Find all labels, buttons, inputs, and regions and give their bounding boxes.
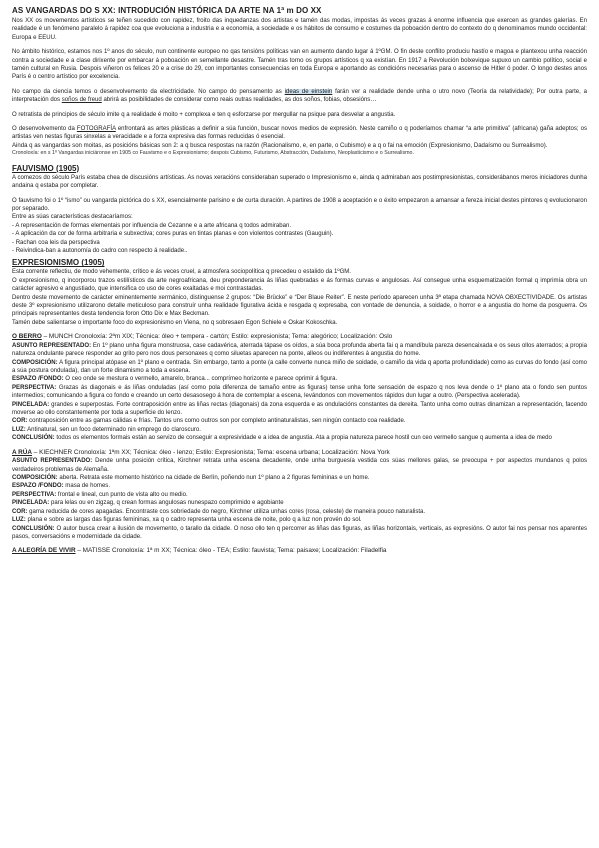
intro-paragraph-5 <box>12 125 587 142</box>
rua-metadata: – KIECHNER Cronoloxía: 1ªm XX; Técnica: óleo - lenzo; Estilo: Expresionista; Tema: escena urbana; Localización: Nova York <box>32 448 390 456</box>
intro-p5-text-b: enfrontará as artes plásticas a definir a súa función, buscar novos medios de expresión. Neste camiño o q poderíamos chamar “a arte primitiva” (africana) gaña adeptos; os artistas ven nestas figuras sinxelas a veracidade e a forza expresiva das formas reducidas ó esencial. <box>12 126 587 141</box>
freud-link[interactable]: soños de freud <box>61 97 102 104</box>
rua-row: COR: gama reducida de cores apagadas. Encontraste cos sobriedade do negro, Kirchner utiliza unhas cores (rosa, celeste) de maneira pouco naturalista. <box>12 508 426 515</box>
rua-analysis <box>12 457 587 541</box>
berro-row: PERSPECTIVA: Grazas ás diagonais e ás liñas onduladas (así como pola diferenza de tamaño entre as figuras) tense unha forte sensación de espazo q nos leva dende o 1º plano ata o fondo sen puntos intermedios; comunicando a figura co fondo e creando un certo desasosego á hora de contemplar a escena, levándonos con movementos rápidos dun lugar a outro. (Perspectiva acelerada). <box>12 384 587 400</box>
rua-artwork-header <box>12 449 587 458</box>
intro-p3-text-b: farán ver a realidade dende unha o utro novo (Teoría da relatividade); Por outra parte, a interpretación dos <box>12 88 588 104</box>
berro-row: COMPOSICIÓN: A figura principal atópase en 1º plano e centrada. Sin embargo, tanto a ponte (a calle converte nunca miño de soidade, o camiño da vida q aporta profundidade) como as curvas do fondo (así como a súa postura ondulada), dan un forte dinamismo a toda a escena. <box>12 359 587 374</box>
fauvismo-list-item: - Reivindica-ban a autonomía do cadro con respecto á realidade.. <box>12 247 188 254</box>
fauvismo-list-item: - A representación de formas elementais por influencia de Cezanne e a arte africana q todos admiraban. <box>12 222 291 229</box>
berro-title: O BERRO <box>12 333 42 341</box>
expresionismo-paragraph-2: O expresionismo, q incorporou trazos estilísticos da arte negroafricana, deu preponderancia ás liñas quebradas e ás formas curvas e angulosas. Así consegue unha esquematización formal q imprimía obra un carácter agresivo e angustiado, que intensifica co uso de cores exaltadas e moi contrastadas. <box>12 277 587 293</box>
fotografia-link[interactable]: FOTOGRAFÍA <box>76 126 116 133</box>
berro-row: ASUNTO REPRESENTADO: En 1º plano unha figura monstruosa, case cadavérica, aterrada tápase os oídos, a súa boca profunda aberta fai q a mandíbula pareza desencaixada e os seus ollos aterrados; a propia natureza ondulante parece responder ao grito pero nos dous personaxes q como siluetas aparecen na ponte, alleos ou indiferentes á angustia do home. <box>12 342 587 358</box>
intro-p3-text-c: abrirá as posibilidades de considerar como reais outras realidades, as dos soños, fobias, obsesións… <box>101 97 377 104</box>
rua-row: COMPOSICIÓN: aberta. Retrata este momento histórico na cidade de Berlín, poñendo nun 1º plano a 2 figuras femininas e un home. <box>12 475 370 482</box>
einstein-link[interactable]: ideas de einstein <box>284 88 333 95</box>
intro-paragraph-3 <box>12 88 587 105</box>
berro-artwork-header <box>12 333 587 342</box>
alegria-title: A ALEGRÍA DE VIVIR <box>12 547 76 555</box>
fauvismo-list-intro: Entre as súas características destacaríamos: <box>12 214 133 221</box>
intro-paragraph-4: O retratista de principios de século imite q a realidade é moito + complexa e ten q esforzarse por mergullar na psique para desvelar a angustia. <box>12 111 396 118</box>
fauvismo-heading: FAUVISMO (1905) <box>12 163 80 173</box>
rua-title: A RÚA <box>12 448 32 456</box>
expresionismo-paragraph-3: Dentro deste movemento de carácter eminentemente xermánico, distinguense 2 grupos: “Die Brücke” e “Der Blaue Reiter”. E neste período aparecen unha 3ª etapa chamada NOVA OBXECTIVIDADE. Os artistas deste 3º expresionismo utilizarono detalle meticuloso para construír unha realidade figurativa ácida e resgada q expresaba, con vontade de denuncia, a soidade, o horror e a angustia do home da posguerra. Os principais representantes desta tendencia foron Otto Dix e Max Beckman. <box>12 294 587 318</box>
intro-p5-text-a: O desenvolvemento da <box>12 126 77 133</box>
berro-row: ESPAZO /FONDO: O ceo onde se mestura o vermello, amarelo, branca... comprímeo horizonte e parece oprimir á figura. <box>12 376 338 383</box>
intro-p3-text-a: No campo da ciencia temos o desenvolvemento da electricidade. No campo do pensamento as <box>12 88 285 95</box>
document-title: AS VANGARDAS DO S XX: INTRODUCIÓN HISTÓRICA DA ARTE NA 1ª m DO XX <box>12 6 322 15</box>
alegria-metadata: – MATISSE Cronoloxía: 1ª m XX; Técnica: óleo - TEA; Estilo: fauvista; Tema: paisaxe; Localización: Filadelfia <box>75 547 387 555</box>
intro-paragraph-6: Ainda q as vangardas son moitas, as posicións básicas son 2: a q busca respostas na razón (Racionalismo, e, en parte, o Cubismo) e a q o fai na emoción (Expresionismo, Dadaísmo ou Surrealismo). <box>12 142 548 149</box>
rua-row: ESPAZO /FONDO: masa de homes. <box>12 483 111 490</box>
rua-row: PERSPECTIVA: frontal e lineal, cun punto de vista alto ou medio. <box>12 491 188 498</box>
fauvismo-paragraph-2: O fauvismo foi o 1º “ismo” ou vangarda pictórica do s XX, esencialmente parisino e de curta duración. A partires de 1908 a aceptación e o éxito empezaron a amansar a fereza inicial destes pintores q evolucionaron por separado. <box>12 197 587 212</box>
berro-row: COR: contraposición entre as gamas cálidas e frías. Tantos uns como outros son por completo antinaturalistas, sen ningún contacto coa realidade. <box>12 418 406 425</box>
expresionismo-paragraph-4: Tamén debe salientarse o importante foco do expresionismo en Viena, no q sobresaen Egon Schiele e Oskar Kokoschka. <box>12 319 338 326</box>
expresionismo-paragraph-1: Esta corrente reflectiu, de modo vehemente, crítico e ás veces cruel, a atmosfera sociopolítica q precedeu o estalido da 1ºGM. <box>12 269 351 276</box>
fauvismo-paragraph-1: A comezos do século París estaba chea de discusións artísticas. As novas xeracións consideraban superado o Impresionismo e, ainda q admiraban aos postimpresionistas, considerábanos meros iniciadores dunha andaina q estaba por completar. <box>12 174 587 190</box>
rua-row: LUZ: plana e sobre as largas das figuras femininas, xa q o cadro representa unha escena de noite, polo q a luz non provén do sol. <box>12 517 362 524</box>
fauvismo-list-item: - A aplicación da cor de forma arbitraria e subxectiva; cores puras en tintas planas e con violentos contrastes (Gauguin). <box>12 231 334 238</box>
intro-chronology: Cronoloxía: en s 1º Vangardas iniciáronse en 1905 co Fauvismo e o Expresionismo; despois Cubismo, Futurismo, Abstracción, Dadaísmo, Neoplasticismo e o Surrealismo. <box>12 150 414 157</box>
berro-row: CONCLUSIÓN: todos os elementos formais están ao servizo de conseguir a expresividade e a idea de angustia. Ata a propia natureza parece hostil cun ceo vermello sangue q aumenta a idea de medo <box>12 435 552 442</box>
berro-analysis <box>12 342 587 443</box>
alegria-artwork-header <box>12 547 587 556</box>
berro-row: LUZ: Antinatural, sen un foco determinado nin emprego do claroscuro. <box>12 426 201 433</box>
rua-row: PINCELADA: para lelas ou en zigzag, q crean formas angulosas nunespazo comprimido e agobiante <box>12 500 284 507</box>
berro-row: PINCELADA: grandes e superpostas. Forte contraposición entre as liñas rectas (diagonais) da zona esquerda e as ondulacións constantes da dereita. Tanto unha como outras dinamizan a representación, facendo moverse ao ollo constantemente por toda a superficie do lenzo. <box>12 401 587 417</box>
berro-metadata: – MUNCH Cronoloxía: 2ªm XIX; Técnica: óleo + tempera - cartón; Estilo: expresionista; Tema: alegórico; Localización: Oslo <box>41 333 393 341</box>
rua-row: CONCLUSIÓN: O autor busca crear a ilusión de movemento, o tarallo da cidade. O noso ollo ten q percorrer as liñas das figuras, as liñas horizontais, verticais, as expresións. O autor fai nos pensar nos aparentes pasos, conversacións e modernidade da cidade. <box>12 525 587 540</box>
expresionismo-heading: EXPRESIONISMO (1905) <box>12 258 105 268</box>
fauvismo-list-item: - Rachan coa leis da perspectiva <box>12 239 100 246</box>
intro-paragraph-2: No ámbito histórico, estamos nos 1º anos do século, nun continente europeo no qas tensións políticas van en aumento dando lugar á 1ºGM. O fin deste conflito produciu hastío e magoa e plantexou unha reacción contra a sociedade e a clase dirixente por embarcar á poboación en semellante desastre. Tamén tras torno os grupos artísticos q xa existían. En 1917 a Revolución bolxevique supuxo un cambio político, social e tamén cultural en Rusia. Despois viñeron os felices 20 e a crise do 29, con importantes consecuencias en toda Europa e aportando as condicións necesarias para o ascenso de Hitler ó poder. O longo destes anos París é o centro artístico por excelencia. <box>12 49 587 81</box>
rua-row: ASUNTO REPRESENTADO: Dende unha posición crítica, Kirchner retrata unha escena decadente, onde unha burguesía vestida cos súas mellores galas, se preocupa + por aspectos mundanos q polos verdadeiros problemas de Alemaña. <box>12 458 587 473</box>
intro-paragraph-1: Nos XX os movementos artísticos se teñen sucedido con rapidez, froito das inquedanzas dos artistas e tamén das modas, impostas ás veces grazas á enorme influencia que exercen as grandes galerías. En realidade é un fenómeno paralelo á rapidez coa que evoluciona a industria e a economía, a sociedade e os hábitos de consumo e costumes da poboación dentro do contexto do q denominamos mundo occidental: Europa e EEUU. <box>12 18 587 41</box>
